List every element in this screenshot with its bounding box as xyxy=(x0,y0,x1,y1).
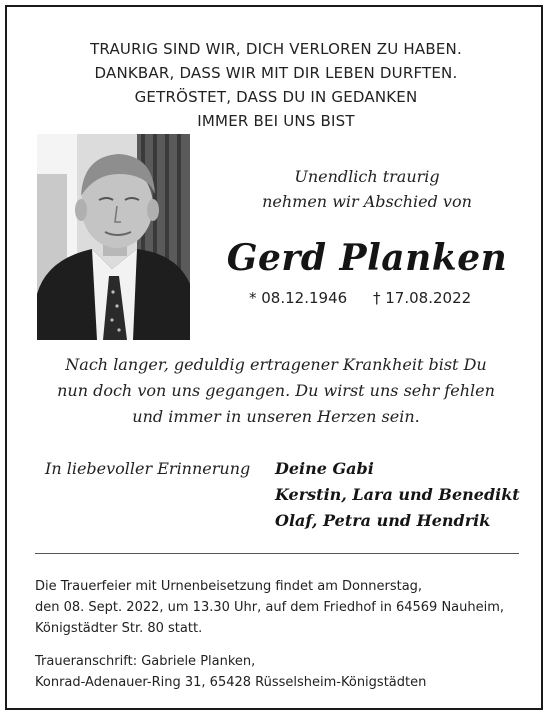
mourners-list xyxy=(275,456,520,534)
poem-line: IMMER BEI UNS BIST xyxy=(197,112,355,130)
obituary-card xyxy=(5,5,543,710)
birth-date: * 08.12.1946 xyxy=(249,289,348,307)
message-line: und immer in unseren Herzen sein. xyxy=(132,407,420,426)
deceased-name: Gerd Planken xyxy=(226,237,508,279)
poem-line: TRAURIG SIND WIR, DICH VERLOREN ZU HABEN. xyxy=(90,40,462,58)
message-line: Nach langer, geduldig ertragener Krankheit bist Du xyxy=(65,355,487,374)
service-line: den 08. Sept. 2022, um 13.30 Uhr, auf dem Friedhof in 64569 Nauheim, xyxy=(35,600,505,615)
mourner-entry: Kerstin, Lara und Benedikt xyxy=(275,485,520,504)
intro-text xyxy=(202,164,532,214)
poem xyxy=(7,37,545,133)
portrait-photo-illustration xyxy=(37,134,190,340)
death-date: † 17.08.2022 xyxy=(373,289,472,307)
address-line: Traueranschrift: Gabriele Planken, xyxy=(35,654,256,669)
service-line: Königstädter Str. 80 statt. xyxy=(35,621,203,636)
mourner-entry: Deine Gabi xyxy=(275,459,374,478)
mourning-address xyxy=(35,651,535,693)
memory-label: In liebevoller Erinnerung xyxy=(45,459,251,478)
portrait-photo xyxy=(37,134,190,340)
poem-line: GETRÖSTET, DASS DU IN GEDANKEN xyxy=(134,88,418,106)
divider xyxy=(35,553,519,554)
poem-line: DANKBAR, DASS WIR MIT DIR LEBEN DURFTEN. xyxy=(94,64,458,82)
message-line: nun doch von uns gegangen. Du wirst uns sehr fehlen xyxy=(57,381,495,400)
address-line: Konrad-Adenauer-Ring 31, 65428 Rüsselsheim-Königstädten xyxy=(35,675,427,690)
farewell-message xyxy=(7,352,545,430)
intro-line: Unendlich traurig xyxy=(294,167,440,186)
service-info xyxy=(35,576,535,639)
mourner-entry: Olaf, Petra und Hendrik xyxy=(275,511,491,530)
intro-line: nehmen wir Abschied von xyxy=(262,192,472,211)
service-line: Die Trauerfeier mit Urnenbeisetzung findet am Donnerstag, xyxy=(35,579,423,594)
